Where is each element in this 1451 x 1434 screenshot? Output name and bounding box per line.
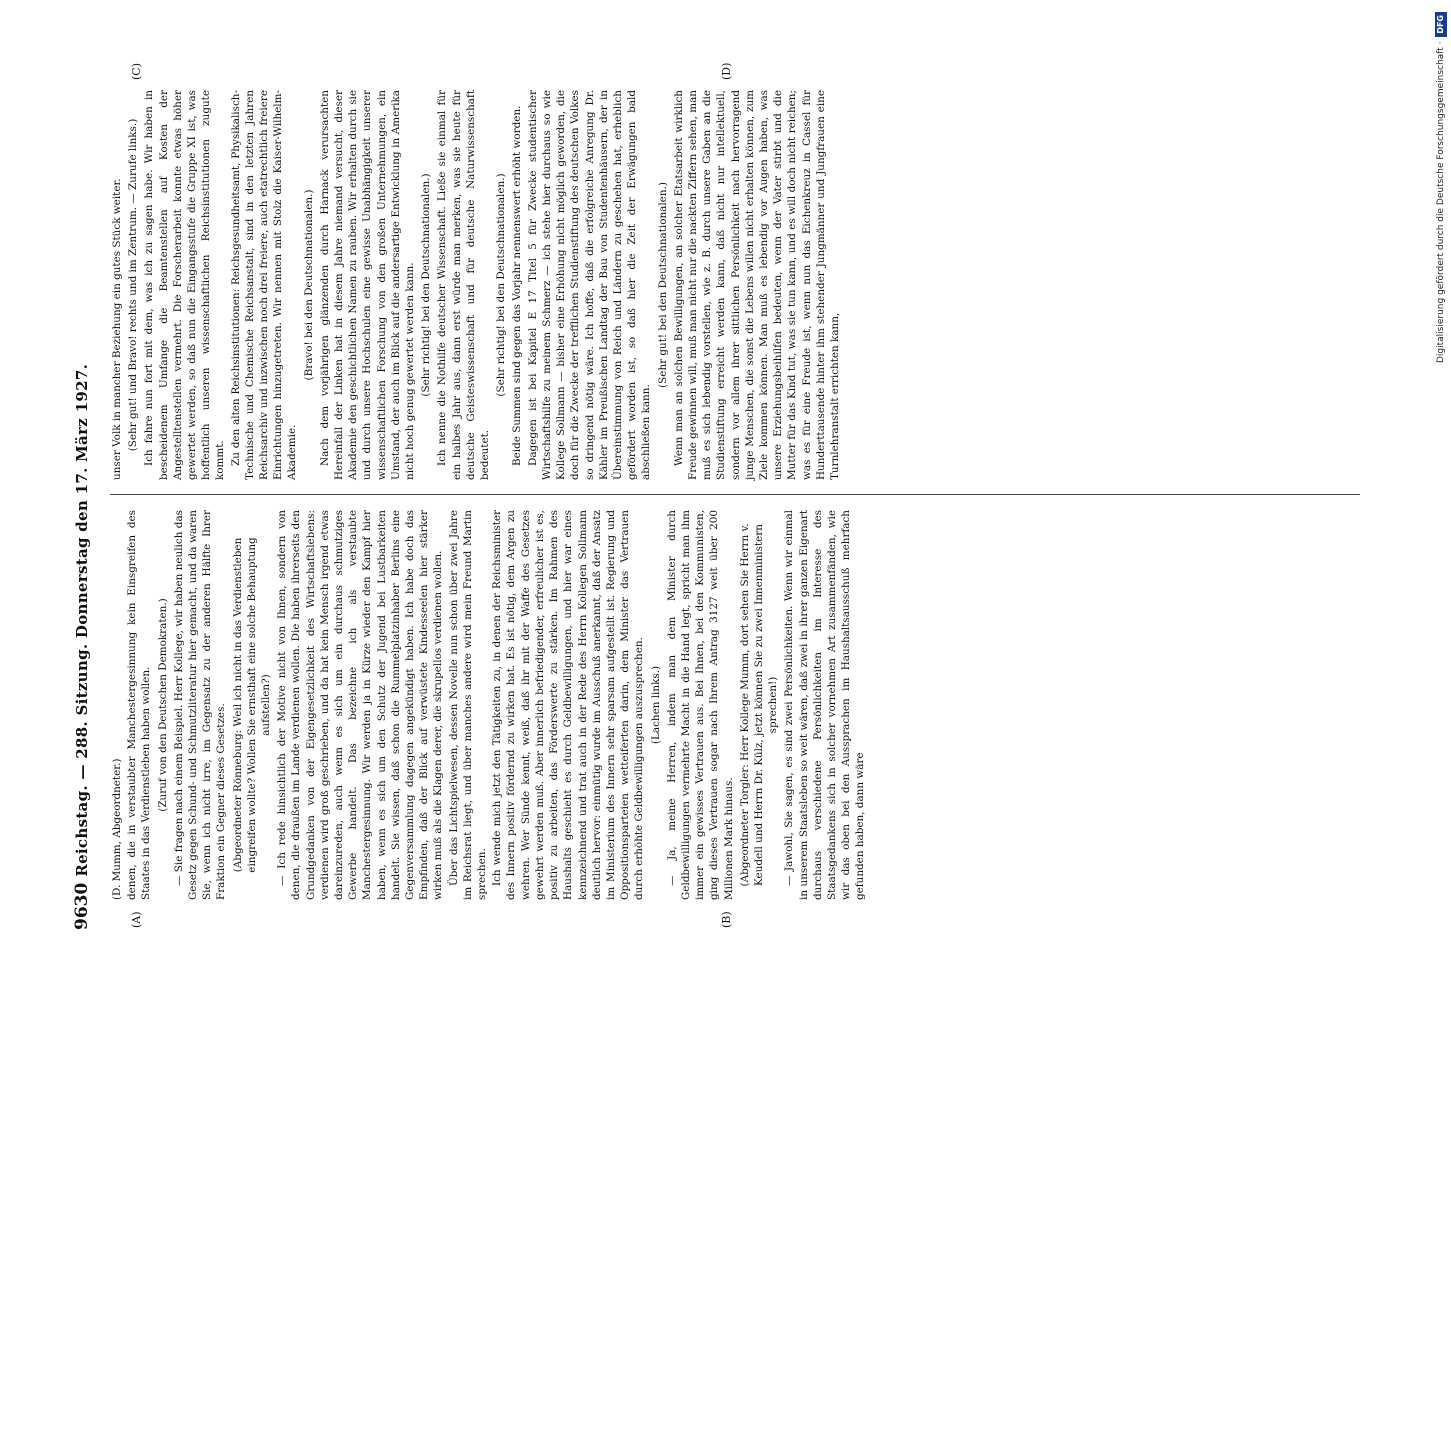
paragraph: Ich fahre nun fort mit dem, was ich zu sagen habe. Wir haben in bescheidenem Umfange die Beamtenstellen auf Kosten der Angestelltenstellen vermehrt. Die Forscherarbeit konnte etwas höher gewertet werden, so daß nun die Eingangsstufe die Gruppe XI ist, was hoffentlich unseren wissenschaftlichen Reichsinstitutionen zugute kommt. [143,90,227,480]
header-title: Reichstag. — 288. Sitzung. Donnerstag den 17. März 1927. [73,363,91,877]
paragraph: Ich nenne die Nothilfe deutscher Wissenschaft. Ließe sie einmal für ein halbes Jahr aus, dann erst würde man merken, was sie heute für deutsche Geisteswissenschaft und für deutsche Naturwissenschaft bedeutet. [436,90,492,480]
interjection: (Sehr gut! bei den Deutschnationalen.) [656,182,669,388]
margin-mark-c: (C) [130,63,143,80]
paragraph: Nach dem vorjährigen glänzenden durch Harnack verursachten Hereinfall der Linken hat in diesem Jahre niemand versucht, dieser Akademie den geschichtlichen Namen zu rauben. Wir erhalten durch sie und durch unsere Hochschulen eine gewisse Unabhängigkeit unserer wissenschaftlichen Forschung von den großen Unternehmungen, ein Umstand, der auch im Blick auf die andersartige Entwicklung in Amerika nicht hoch genug gewertet werden kann. [318,90,417,480]
interjection: (Abgeordneter Rönneburg: Weil ich nicht in das Verdienstleben eingreifen wollte? Wollen Sie ernsthaft eine solche Behauptung aufstellen?) [231,537,273,873]
paragraph: Über das Lichtspielwesen, dessen Novelle nun schon über zwei Jahre im Reichsrat liegt, und über manches andere wird mein Freund Martin sprechen. [447,510,489,900]
paragraph: denen, die in verstaubter Manchestergesinnung kein Einsgreifen des Staates in das Verdienstleben haben wollen. [126,510,153,900]
paragraph: — Sie fragen nach einem Beispiel. Herr Kollege, wir haben neulich das Gesetz gegen Schund- und Schmutzliteratur hier gemacht, und da waren Sie, wenn ich nicht irre, im Gegensatz zu der anderen Hälfte Ihrer Fraktion ein Gegner dieses Gesetzes. [172,510,228,900]
digitization-credit [1416,0,1446,1000]
paragraph: — Jawohl, Sie sagen, es sind zwei Persönlichkeiten. Wenn wir einmal in unserem Staatsleben so weit wären, daß zwei in ihrer ganzen Eigenart durchaus verschiedene Persönlichkeiten im Interesse des Staatsgedankens sich in solcher vornehmen Art zusammenfänden, wie wir das oben bei den Aussprachen im Haushaltsausschuß mehrfach gefunden haben, dann wäre [783,510,867,900]
paragraph: — Ja, meine Herren, indem man dem Minister durch Geldbewilligungen vermehrte Macht in die Hand legt, spricht man ihm immer ein gewisses Vertrauen aus. Bei Ihnen, bei den Kommunisten, ging dieses Vertrauen sogar nach Ihrem Antrag 3127 weit über 200 Millionen Mark hinaus. [665,510,735,900]
left-column [110,510,869,900]
interjection: (Lachen links.) [649,665,662,745]
right-column [110,90,843,480]
page-number: 9630 [72,882,92,930]
paragraph: — Ich rede hinsichtlich der Motive nicht von Ihnen, sondern von denen, die draußen im Lande verdienen wollen. Die haben ihrerseits den Grundgedanken von der Eigengesetzlichkeit des Wirtschaftslebens: verdienen wird groß geschrieben, und da hat kein Mensch irgend etwas dareinzureden, auch wenn es sich um ein durchaus schmutziges Gewerbe handelt. Das bezeichne ich als verstaubte Manchestergesinnung. Wir werden ja in Kürze wieder den Kampf hier haben, wenn es sich um den Schutz der Jugend bei Lustbarkeiten handelt. Sie wissen, daß schon die Rummelplatzinhaber Berlins eine Gegenversammlung dagegen angekündigt haben. Ich habe doch das Empfinden, daß der Blick auf verwüstete Kindesseelen hier stärker wirken muß als die Klagen derer, die skrupellos verdienen wollen. [276,510,445,900]
interjection: (Bravo! bei den Deutschnationalen.) [302,189,315,381]
interjection: (Sehr richtig! bei den Deutschnationalen.) [495,173,508,397]
paragraph: Beide Summen sind gegen das Vorjahr nennenswert erhöht worden. [511,105,524,466]
credit-label: Digitalisierung gefördert durch die Deutsche Forschungsgemeinschaft · [1436,41,1446,364]
paragraph: Dagegen ist bei Kapitel E 17 Titel 5 für Zwecke studentischer Wirtschaftshilfe zu meinem Schmerz — ich stehe hier durchaus so wie Kollege Sollmann — bisher eine Erhöhung nicht möglich geworden, die doch für die Zwecke der trefflichen Studienstiftung des deutschen Volkes so dringend nötig wäre. Ich hoffe, daß die erfolgreiche Anregung Dr. Kähler im Preußischen Landtag der Bau von Studentenhäusern, der in Übereinstimmung von Reich und Ländern zu geschehen hat, erheblich gefördert worden ist, so daß hier die Zeit der Erwägungen bald abschließen kann. [526,90,653,480]
paragraph: Ich wende mich jetzt den Tätigkeiten zu, in denen der Reichsminister des Innern positiv fördernd zu wirken hat. Es ist nötig, dem Argen zu wehren. Wer Sünde kennt, weiß, daß ihr mit der Waffe des Gesetzes gewehrt werden muß. Aber innerlich befriedigender, erfreulicher ist es, positiv zu arbeiten, das Förderswerte zu stärken. Im Rahmen des Haushalts geschieht es durch Geldbewilligungen, und hier war eines kennzeichnend und trat auch in der Rede des Herrn Kollegen Sollmann deutlich hervor: einmütig wurde im Ausschuß anerkannt, daß der Ansatz im Ministerium des Innern sehr sparsam aufgestellt ist. Regierung und Oppositionsparteien wetteiferten darin, dem Minister das Vertrauen durch erhöhte Geldbewilligungen auszusprechen. [491,510,646,900]
dfg-logo: DFG [1435,12,1447,37]
paragraph: Wenn man an solchen Bewilligungen, an solcher Etatsarbeit wirklich Freude gewinnen will, muß man nicht nur die nackten Ziffern sehen, man muß es sich lebendig vorstellen, wie z. B. durch unsere Gaben an die Studienstiftung erreicht werden kann, daß nicht nur intellektuell, sondern vor allem ihrer sittlichen Persönlichkeit nach hervorragend junge Menschen, die sonst die Lebens willen nicht erhalten können, zum Ziele kommen können. Man muß es lebendig vor Augen haben, was unsere Erziehungsbeihilfen bedeuten, wenn der Vater stirbt und die Mutter für das Kind tut, was sie tun kann, und es will doch nicht reichen; was es für eine Freude ist, wenn nun das Eichenkreuz in Cassel für Hunderttausende hinter ihm stehender Jungmänner und Jungfrauen eine Turnlehranstalt errichten kann, [672,90,841,480]
margin-mark-b: (B) [720,911,733,928]
credit-text [1431,0,1451,1000]
interjection: (Zuruf von den Deutschen Demokraten.) [156,598,169,812]
running-header [70,70,94,930]
paragraph: unser Volk in mancher Beziehung ein gutes Stück weiter. [111,178,123,480]
margin-mark-a: (A) [130,911,143,928]
interjection: (Sehr gut! und Bravo! rechts und im Zentrum. — Zurufe links.) [127,118,140,452]
interjection: (Sehr richtig! bei den Deutschnationalen.) [420,173,433,397]
interjection: (Abgeordneter Torgler: Herr Kollege Mumm, dort sehen Sie Herrn v. Keudell und Herrn Dr. Külz, jetzt können Sie zu zwei Innenministern sprechen!) [738,523,780,887]
paragraph: Zu den alten Reichsinstitutionen: Reichsgesundheitsamt, Physikalisch-Technische und Chemische Reichsanstalt, sind in den letzten Jahren Reichsarchiv und inzwischen noch drei freiere, auch etatrechtlich freiere Einrichtungen hinzugetreten. Wir nennen mit Stolz die Kaiser-Wilhelm-Akademie. [229,90,299,480]
paragraph: (D. Mumm, Abgeordneter.) [111,758,123,900]
margin-mark-d: (D) [720,62,733,80]
column-separator [110,494,1360,495]
